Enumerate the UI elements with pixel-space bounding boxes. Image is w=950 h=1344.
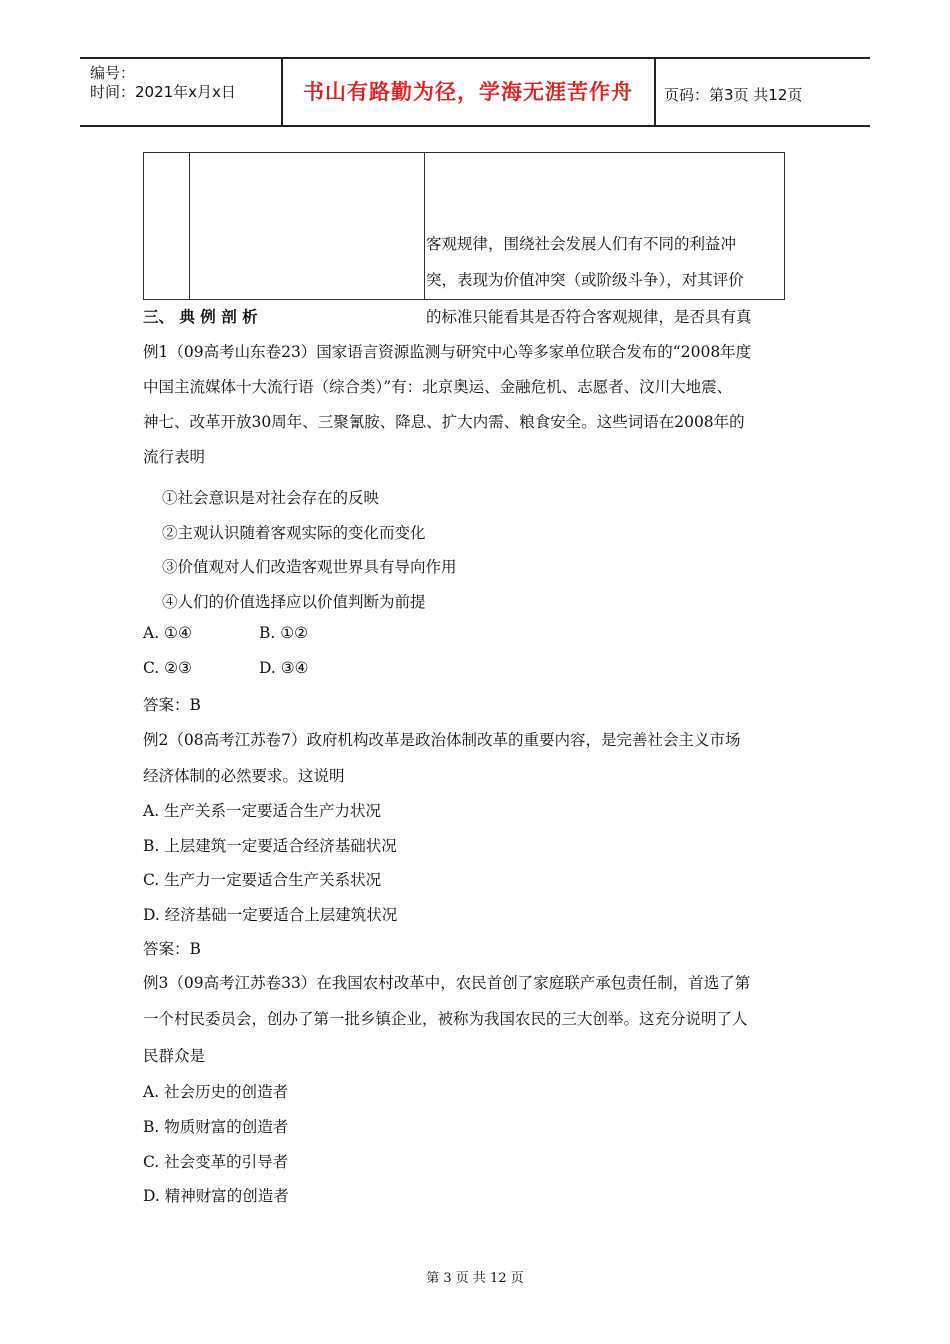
example1-stem-line-4: 流行表明	[143, 448, 206, 466]
header-top-border	[80, 57, 870, 59]
example2-option-d: D. 经济基础一定要适合上层建筑状况	[143, 906, 398, 924]
header-bottom-border	[80, 125, 870, 127]
example2-answer: 答案：B	[143, 940, 201, 958]
example1-stem-line-2: 中国主流媒体十大流行语（综合类）”有：北京奥运、金融危机、志愿者、汶川大地震、	[143, 378, 733, 396]
example2-stem-line-1: 例2（08高考江苏卷7）政府机构改革是政治体制改革的重要内容，是完善社会主义市场	[143, 731, 741, 749]
example1-option-c: C. ②③	[143, 659, 192, 677]
header-motto: 书山有路勤为径，学海无涯苦作舟	[303, 80, 633, 104]
example3-option-a: A. 社会历史的创造者	[143, 1083, 289, 1101]
section-title: 三、 典 例 剖 析	[143, 308, 258, 326]
example1-option-d: D. ③④	[259, 659, 309, 677]
example3-option-b: B. 物质财富的创造者	[143, 1118, 289, 1136]
example2-option-a: A. 生产关系一定要适合生产力状况	[143, 802, 382, 820]
table-cell-line-2: 突，表现为价值冲突（或阶级斗争），对其评价	[426, 271, 744, 289]
table-cell-line-1: 客观规律，围绕社会发展人们有不同的利益冲	[426, 235, 737, 253]
example2-stem-line-2: 经济体制的必然要求。这说明	[143, 767, 345, 785]
example1-statement-4: ④人们的价值选择应以价值判断为前提	[162, 593, 426, 611]
example3-option-d: D. 精神财富的创造者	[143, 1187, 289, 1205]
example3-stem-line-1: 例3（09高考江苏卷33）在我国农村改革中，农民首创了家庭联产承包责任制，首选了第	[143, 974, 751, 992]
example1-answer: 答案：B	[143, 696, 201, 714]
table-column-divider-2	[424, 153, 425, 299]
example1-stem-line-3: 神七、改革开放30周年、三聚氰胺、降息、扩大内需、粮食安全。这些词语在2008年的	[143, 413, 745, 431]
page-footer: 第 3 页 共 12 页	[426, 1271, 524, 1286]
example3-stem-line-2: 一个村民委员会，创办了第一批乡镇企业，被称为我国农民的三大创举。这充分说明了人	[143, 1010, 748, 1028]
table-cell-line-3: 的标准只能看其是否符合客观规律，是否具有真	[426, 308, 752, 326]
example1-statement-2: ②主观认识随着客观实际的变化而变化	[162, 524, 426, 542]
table-column-divider-1	[189, 153, 190, 299]
example2-option-c: C. 生产力一定要适合生产关系状况	[143, 871, 382, 889]
example1-stem-line-1: 例1（09高考山东卷23）国家语言资源监测与研究中心等多家单位联合发布的“2008年度	[143, 343, 752, 361]
header-time-label: 时间：2021年x月x日	[90, 83, 236, 101]
example1-option-a: A. ①④	[143, 624, 192, 642]
example3-stem-line-3: 民群众是	[143, 1047, 206, 1065]
example1-statement-3: ③价值观对人们改造客观世界具有导向作用	[162, 558, 457, 576]
example2-option-b: B. 上层建筑一定要适合经济基础状况	[143, 837, 397, 855]
header-number-label: 编号：	[90, 64, 136, 82]
example3-option-c: C. 社会变革的引导者	[143, 1153, 289, 1171]
header-divider-right	[654, 57, 656, 126]
header-page-info: 页码：第3页 共12页	[664, 86, 803, 104]
example1-statement-1: ①社会意识是对社会存在的反映	[162, 489, 380, 507]
example1-option-b: B. ①②	[259, 624, 309, 642]
